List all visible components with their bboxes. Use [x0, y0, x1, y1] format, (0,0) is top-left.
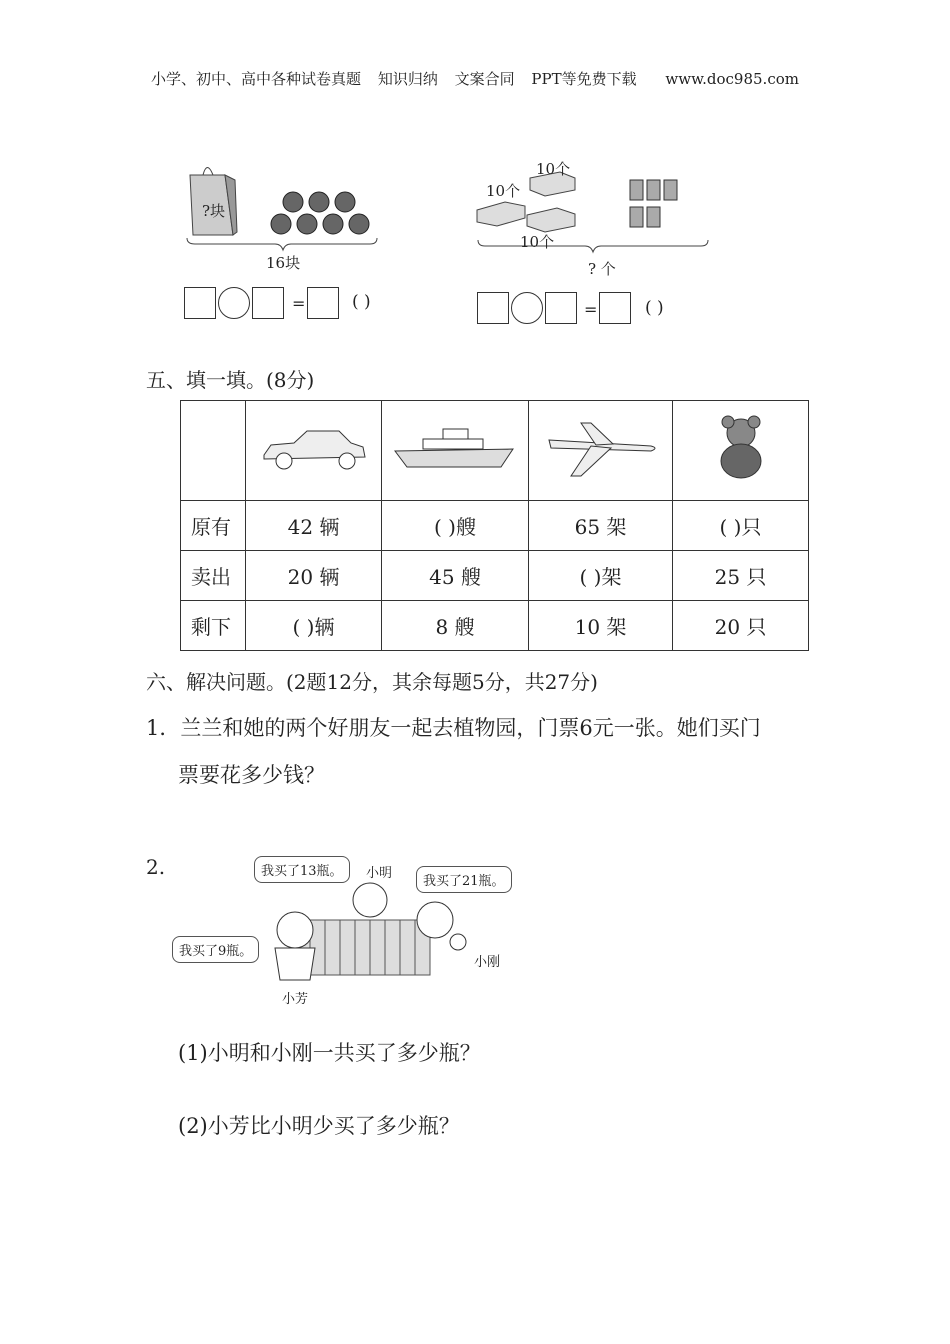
question-2-sub-2: (2)小芳比小明少买了多少瓶？	[178, 1114, 460, 1138]
bubble-xiaogang: 我买了21瓶。	[416, 866, 512, 893]
question-1-line-1: 1．兰兰和她的两个好朋友一起去植物园，门票6元一张。她们买门	[146, 716, 761, 740]
name-xiaoming: 小明	[366, 866, 393, 881]
header-text-2: 知识归纳	[377, 70, 438, 88]
header-text-3: 文案合同	[454, 70, 515, 88]
table-cell[interactable]: ( )只	[673, 501, 809, 551]
bubble-xiaoming: 我买了13瓶。	[254, 856, 350, 883]
question-2-number: 2.	[146, 855, 166, 879]
unit-paren[interactable]: ( )	[645, 298, 664, 318]
header-text-1: 小学、初中、高中各种试卷真题	[151, 70, 362, 88]
right-total: ? 个	[588, 260, 616, 278]
left-total: 16块	[266, 254, 301, 272]
table-cell: 45 艘	[382, 551, 529, 601]
car-icon	[259, 423, 369, 473]
answer-box[interactable]	[545, 292, 577, 324]
table-cell: 25 只	[673, 551, 809, 601]
header-text-4: PPT等免费下载	[531, 70, 637, 88]
table-cell: 20 只	[673, 601, 809, 651]
bottles-icon	[300, 920, 430, 975]
bag-label: ?块	[202, 202, 226, 220]
page-header	[0, 68, 950, 89]
boy-ming-icon	[353, 883, 387, 917]
table-cell: 8 艘	[382, 601, 529, 651]
bubble-xiaofang: 我买了9瓶。	[172, 936, 259, 963]
table-cell[interactable]: ( )辆	[246, 601, 382, 651]
operator-circle[interactable]	[511, 292, 543, 324]
car-cell	[246, 401, 382, 501]
answer-box[interactable]	[307, 287, 339, 319]
corner-cell	[181, 401, 246, 501]
unit-paren[interactable]: ( )	[352, 292, 371, 312]
boxes-label-left: 10个	[486, 182, 521, 200]
boxes-label-bottom: 10个	[520, 233, 555, 251]
header-url: www.doc985.com	[665, 70, 799, 88]
plane-cell	[529, 401, 673, 501]
boxes-label-top: 10个	[536, 160, 571, 178]
answer-box[interactable]	[477, 292, 509, 324]
table-cell: 20 辆	[246, 551, 382, 601]
section5-title: 五、填一填。(8分)	[146, 368, 315, 392]
equals-sign: =	[292, 294, 306, 313]
answer-box[interactable]	[184, 287, 216, 319]
name-xiaogang: 小刚	[474, 955, 501, 970]
ship-icon	[393, 423, 518, 473]
row-label: 原有	[181, 501, 246, 551]
answer-box[interactable]	[599, 292, 631, 324]
row-label: 卖出	[181, 551, 246, 601]
row-label: 剩下	[181, 601, 246, 651]
section6-title: 六、解决问题。(2题12分，其余每题5分，共27分)	[146, 670, 598, 694]
question-1-line-2: 票要花多少钱？	[178, 763, 325, 787]
question-2-sub-1: (1)小明和小刚一共买了多少瓶？	[178, 1041, 481, 1065]
operator-circle[interactable]	[218, 287, 250, 319]
ship-cell	[382, 401, 529, 501]
plane-icon	[541, 418, 661, 478]
table-cell[interactable]: ( )艘	[382, 501, 529, 551]
fill-table	[180, 400, 809, 651]
table-cell[interactable]: ( )架	[529, 551, 673, 601]
equals-sign: =	[584, 300, 598, 319]
table-cell: 10 架	[529, 601, 673, 651]
teddy-bear-icon	[706, 413, 776, 483]
table-cell: 65 架	[529, 501, 673, 551]
name-xiaofang: 小芳	[282, 992, 309, 1007]
bear-cell	[673, 401, 809, 501]
cups-icon	[630, 180, 677, 227]
table-cell: 42 辆	[246, 501, 382, 551]
answer-box[interactable]	[252, 287, 284, 319]
cookies-icon	[271, 192, 369, 234]
